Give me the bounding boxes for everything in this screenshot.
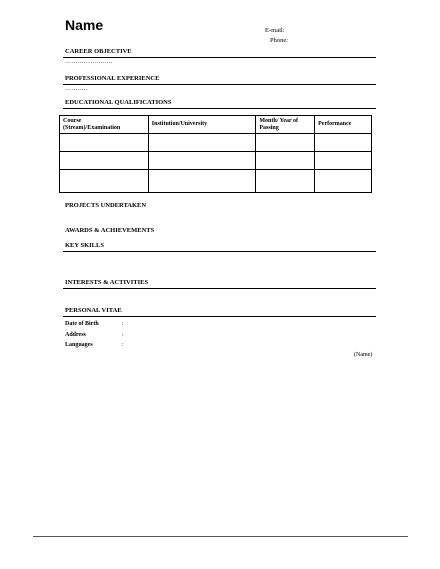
email-label: E-mail: (265, 27, 285, 34)
table-cell (148, 152, 256, 170)
languages-colon: : (122, 342, 124, 348)
career-objective-rule (63, 57, 376, 58)
table-cell (315, 152, 372, 170)
professional-experience-heading: PROFESSIONAL EXPERIENCE (65, 75, 160, 82)
candidate-name: Name (65, 17, 104, 33)
course-header-line2: (Stream)/Examination (63, 124, 121, 131)
table-row (60, 170, 372, 193)
course-header (60, 116, 149, 134)
table-cell (60, 170, 149, 193)
address-colon: : (122, 332, 124, 338)
education-table (59, 115, 372, 193)
dob-colon: : (122, 321, 124, 327)
table-cell (256, 152, 315, 170)
professional-experience-rule (63, 84, 376, 85)
career-objective-heading: CAREER OBJECTIVE (65, 48, 132, 55)
table-cell (256, 170, 315, 193)
key-skills-heading: KEY SKILLS (65, 242, 104, 249)
educational-qualifications-rule (63, 108, 376, 109)
table-cell (60, 134, 149, 152)
table-cell (256, 134, 315, 152)
table-cell (148, 170, 256, 193)
interests-heading: INTERESTS & ACTIVITIES (65, 279, 149, 286)
personal-vitae-rule (63, 316, 376, 317)
educational-qualifications-heading: EDUCATIONAL QUALIFICATIONS (65, 99, 172, 106)
career-objective-dots: ………………….. (65, 59, 113, 65)
table-row (60, 152, 372, 170)
personal-vitae-heading: PERSONAL VITAE (65, 307, 122, 314)
education-table-header-row (60, 116, 372, 134)
signature-name: (Name) (354, 352, 373, 358)
passing-header (256, 116, 315, 134)
dob-label: Date of Birth (65, 321, 99, 327)
table-row (60, 134, 372, 152)
phone-label: Phone: (270, 37, 289, 44)
table-cell (315, 134, 372, 152)
projects-heading: PROJECTS UNDERTAKEN (65, 202, 147, 209)
passing-header-line2: Passing (259, 124, 279, 131)
key-skills-rule (63, 251, 376, 252)
table-cell (315, 170, 372, 193)
languages-label: Languages (65, 342, 93, 348)
course-header-line1: Course (63, 117, 82, 124)
performance-header: Performance (315, 116, 372, 134)
awards-heading: AWARDS & ACHIEVEMENTS (65, 227, 155, 234)
table-cell (148, 134, 256, 152)
footer-rule (33, 536, 408, 537)
passing-header-line1: Month/ Year of (259, 117, 299, 124)
interests-rule (63, 288, 376, 289)
professional-experience-dots: ……….. (65, 86, 88, 92)
table-cell (60, 152, 149, 170)
address-label: Address (65, 332, 86, 338)
institution-header: Institution/University (148, 116, 256, 134)
